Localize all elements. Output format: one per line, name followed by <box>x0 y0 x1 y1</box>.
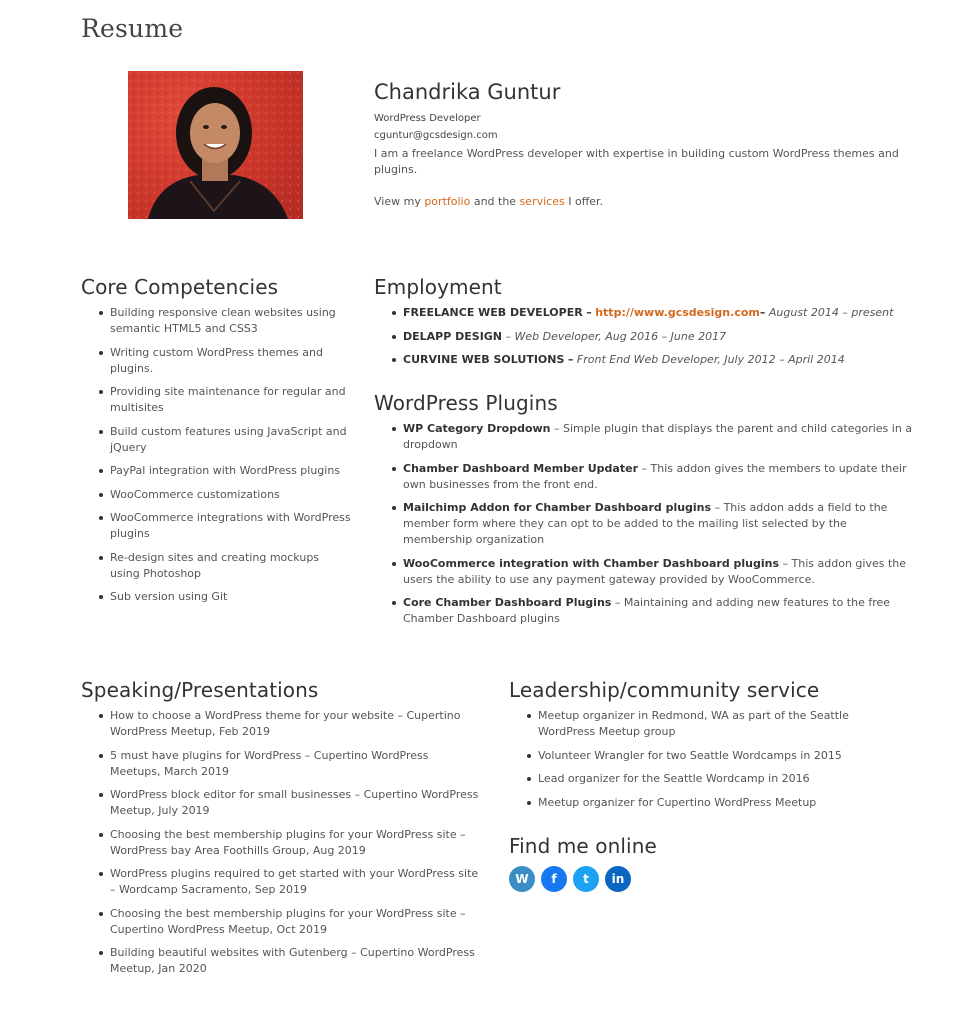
list-item <box>403 421 919 453</box>
portfolio-link[interactable]: portfolio <box>424 195 471 208</box>
profile-photo <box>128 71 303 219</box>
separator: – <box>586 306 592 319</box>
plugins-section <box>374 391 919 635</box>
leadership-heading: Leadership/community service <box>509 678 820 702</box>
list-item: Building responsive clean websites using semantic HTML5 and CSS3 <box>110 305 351 337</box>
list-item: WooCommerce integrations with WordPress plugins <box>110 511 351 540</box>
employment-detail: Web Developer, Aug 2016 – June 2017 <box>514 329 727 343</box>
cta-suffix: I offer. <box>568 195 604 208</box>
list-item: PayPal integration with WordPress plugins <box>110 463 351 479</box>
profile-bio: I am a freelance WordPress developer with expertise in building custom WordPress themes and plugins. <box>374 147 899 176</box>
employer-name: CURVINE WEB SOLUTIONS <box>403 353 565 366</box>
list-item: Volunteer Wrangler for two Seattle Wordcamps in 2015 <box>538 748 909 764</box>
plugin-name: Chamber Dashboard Member Updater <box>403 461 638 475</box>
linkedin-icon[interactable]: in <box>605 866 631 892</box>
employment-detail: August 2014 – present <box>768 306 894 319</box>
profile-cta <box>374 195 914 208</box>
list-item <box>403 556 919 588</box>
list-item: Building beautiful websites with Gutenberg – Cupertino WordPress Meetup, Jan 2020 <box>110 945 481 977</box>
plugin-name: WP Category Dropdown <box>403 422 551 435</box>
page-title: Resume <box>81 14 184 43</box>
plugin-name: Core Chamber Dashboard Plugins <box>403 596 612 609</box>
profile-name: Chandrika Guntur <box>374 80 561 104</box>
list-item: Writing custom WordPress themes and plugins. <box>110 345 351 377</box>
plugin-description: – Maintaining and adding new features to the free Chamber Dashboard plugins <box>403 596 891 625</box>
facebook-icon[interactable]: f <box>541 866 567 892</box>
employer-website-link[interactable]: http://www.gcsdesign.com <box>595 306 760 319</box>
online-heading: Find me online <box>509 834 657 858</box>
plugin-description: – Simple plugin that displays the parent and child categories in a dropdown <box>403 422 913 451</box>
list-item <box>403 461 919 493</box>
employment-list <box>374 305 919 368</box>
separator: – <box>505 329 512 343</box>
list-item <box>403 595 919 627</box>
list-item: Providing site maintenance for regular and multisites <box>110 384 351 416</box>
list-item: Build custom features using JavaScript and jQuery <box>110 424 351 456</box>
employment-heading: Employment <box>374 275 502 299</box>
wordpress-icon[interactable]: W <box>509 866 535 892</box>
list-item: Meetup organizer for Cupertino WordPress Meetup <box>538 795 909 811</box>
list-item: Re-design sites and creating mockups using Photoshop <box>110 550 351 582</box>
profile-summary <box>374 80 914 208</box>
profile-email: cguntur@gcsdesign.com <box>374 130 498 141</box>
plugin-description: – This addon gives the members to update their own businesses from the front end. <box>403 461 907 491</box>
speaking-section <box>81 678 481 985</box>
cta-prefix: View my <box>374 195 421 208</box>
speaking-list <box>81 708 481 977</box>
plugin-name: Mailchimp Addon for Chamber Dashboard plugins <box>403 501 712 514</box>
competencies-list <box>81 305 351 605</box>
profile-role: WordPress Developer <box>374 113 481 124</box>
leadership-list <box>509 708 909 811</box>
list-item: 5 must have plugins for WordPress – Cupertino WordPress Meetups, March 2019 <box>110 748 481 780</box>
list-item: WordPress plugins required to get started with your WordPress site – Wordcamp Sacramento, Sep 2019 <box>110 866 481 898</box>
list-item: WooCommerce customizations <box>110 487 351 503</box>
list-item: Choosing the best membership plugins for your WordPress site – WordPress bay Area Foothills Group, Aug 2019 <box>110 827 481 859</box>
competencies-section <box>81 275 351 613</box>
employer-name: DELAPP DESIGN <box>403 329 503 343</box>
leadership-section <box>509 678 909 818</box>
plugins-heading: WordPress Plugins <box>374 391 558 415</box>
list-item <box>403 500 919 548</box>
services-link[interactable]: services <box>519 195 565 208</box>
speaking-heading: Speaking/Presentations <box>81 678 319 702</box>
employment-section <box>374 275 919 376</box>
online-section <box>509 834 909 892</box>
list-item: Lead organizer for the Seattle Wordcamp in 2016 <box>538 771 909 787</box>
employment-detail: Front End Web Developer, July 2012 – April 2014 <box>576 353 845 366</box>
list-item: WordPress block editor for small businesses – Cupertino WordPress Meetup, July 2019 <box>110 787 481 819</box>
competencies-heading: Core Competencies <box>81 275 279 299</box>
list-item <box>403 352 919 368</box>
employer-name: FREELANCE WEB DEVELOPER <box>403 306 583 319</box>
separator: – <box>759 306 766 319</box>
twitter-icon[interactable]: t <box>573 866 599 892</box>
plugin-name: WooCommerce integration with Chamber Dashboard plugins <box>403 556 780 570</box>
list-item: Sub version using Git <box>110 589 351 605</box>
plugin-description: – This addon adds a field to the member form where they can opt to be added to the mailing list selected by the membership organization <box>403 501 888 546</box>
plugin-description: – This addon gives the users the ability to use any payment gateway provided by WooCommerce. <box>403 556 907 586</box>
list-item: Choosing the best membership plugins for your WordPress site – Cupertino WordPress Meetup, Oct 2019 <box>110 906 481 938</box>
plugins-list <box>374 421 919 627</box>
list-item <box>403 305 919 321</box>
list-item: Meetup organizer in Redmond, WA as part of the Seattle WordPress Meetup group <box>538 708 909 740</box>
list-item: How to choose a WordPress theme for your website – Cupertino WordPress Meetup, Feb 2019 <box>110 708 481 740</box>
social-links <box>509 866 909 892</box>
cta-middle: and the <box>473 195 517 208</box>
list-item <box>403 329 919 345</box>
separator: – <box>567 353 574 366</box>
